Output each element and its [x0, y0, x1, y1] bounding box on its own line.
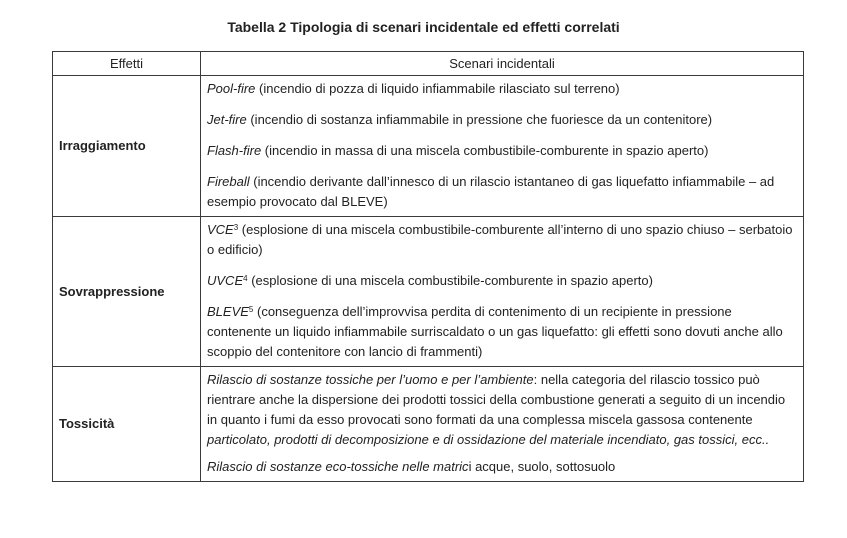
header-scenarios: Scenari incidentali [201, 52, 804, 76]
scenario-desc: (incendio in massa di una miscela combustibile-comburente in spazio aperto) [261, 143, 709, 158]
scenario-desc: (incendio di pozza di liquido infiammabile rilasciato sul terreno) [255, 81, 620, 96]
incident-scenarios-table [52, 51, 804, 482]
scenario-item [207, 457, 797, 477]
scenario-term: Rilascio di sostanze tossiche per l’uomo e per l’ambiente [207, 372, 534, 387]
footnote-ref: 3 [233, 223, 239, 232]
table-title: Tabella 2 Tipologia di scenari incidentale ed effetti correlati [227, 19, 620, 35]
scenarios-cell [201, 217, 804, 367]
scenario-desc: (incendio di sostanza infiammabile in pressione che fuoriesce da un contenitore) [246, 112, 713, 127]
scenario-term-secondary: particolato, prodotti di decomposizione e di ossidazione del materiale incendiato, gas tossici, ecc.. [207, 432, 770, 447]
scenario-item [207, 172, 797, 212]
scenario-item [207, 302, 797, 362]
effect-cell: Tossicità [53, 367, 201, 482]
scenario-desc: : nella categoria del rilascio tossico può rientrare anche la dispersione dei prodotti tossici della combustione generati a seguito di un incendio in quanto i fumi da esso provocati sono formati da una complessa miscela gassosa contenente [207, 372, 786, 427]
scenario-desc: (esplosione di una miscela combustibile-comburente in spazio aperto) [247, 273, 653, 288]
scenario-desc: (conseguenza dell’improvvisa perdita di contenimento di un recipiente in pressione contenente un liquido infiammabile surriscaldato o un gas liquefatto: gli effetti sono dovuti anche allo scoppio del contenitore con lancio di frammenti) [207, 304, 783, 359]
scenarios-cell [201, 76, 804, 217]
scenarios-cell [201, 367, 804, 482]
scenario-term: VCE [207, 222, 234, 237]
scenario-term: Flash-fire [207, 143, 262, 158]
header-effects: Effetti [53, 52, 201, 76]
scenario-term: Pool-fire [207, 81, 256, 96]
scenario-term: Jet-fire [207, 112, 247, 127]
footnote-ref: 5 [248, 305, 254, 314]
table-header-row [53, 52, 804, 76]
scenario-term: Fireball [207, 174, 250, 189]
effect-cell: Sovrappressione [53, 217, 201, 367]
scenario-term: BLEVE [207, 304, 249, 319]
scenario-item [207, 370, 797, 450]
scenario-item [207, 79, 797, 99]
table-row-irraggiamento [53, 76, 804, 217]
table-row-tossicita [53, 367, 804, 482]
footnote-ref: 4 [243, 274, 248, 283]
scenario-item [207, 110, 797, 130]
scenario-term: Rilascio di sostanze eco-tossiche nelle matric [207, 459, 469, 474]
scenario-desc: i acque, suolo, sottosuolo [468, 459, 616, 474]
table-row-sovrappressione [53, 217, 804, 367]
scenario-term: UVCE [207, 273, 244, 288]
effect-cell: Irraggiamento [53, 76, 201, 217]
scenario-desc: (incendio derivante dall’innesco di un rilascio istantaneo di gas liquefatto infiammabile – ad esempio provocato dal BLEVE) [207, 174, 775, 209]
scenario-item [207, 141, 797, 161]
scenario-item [207, 220, 797, 260]
scenario-desc: (esplosione di una miscela combustibile-comburente all’interno di uno spazio chiuso – serbatoio o edificio) [207, 222, 793, 257]
scenario-item [207, 271, 797, 291]
